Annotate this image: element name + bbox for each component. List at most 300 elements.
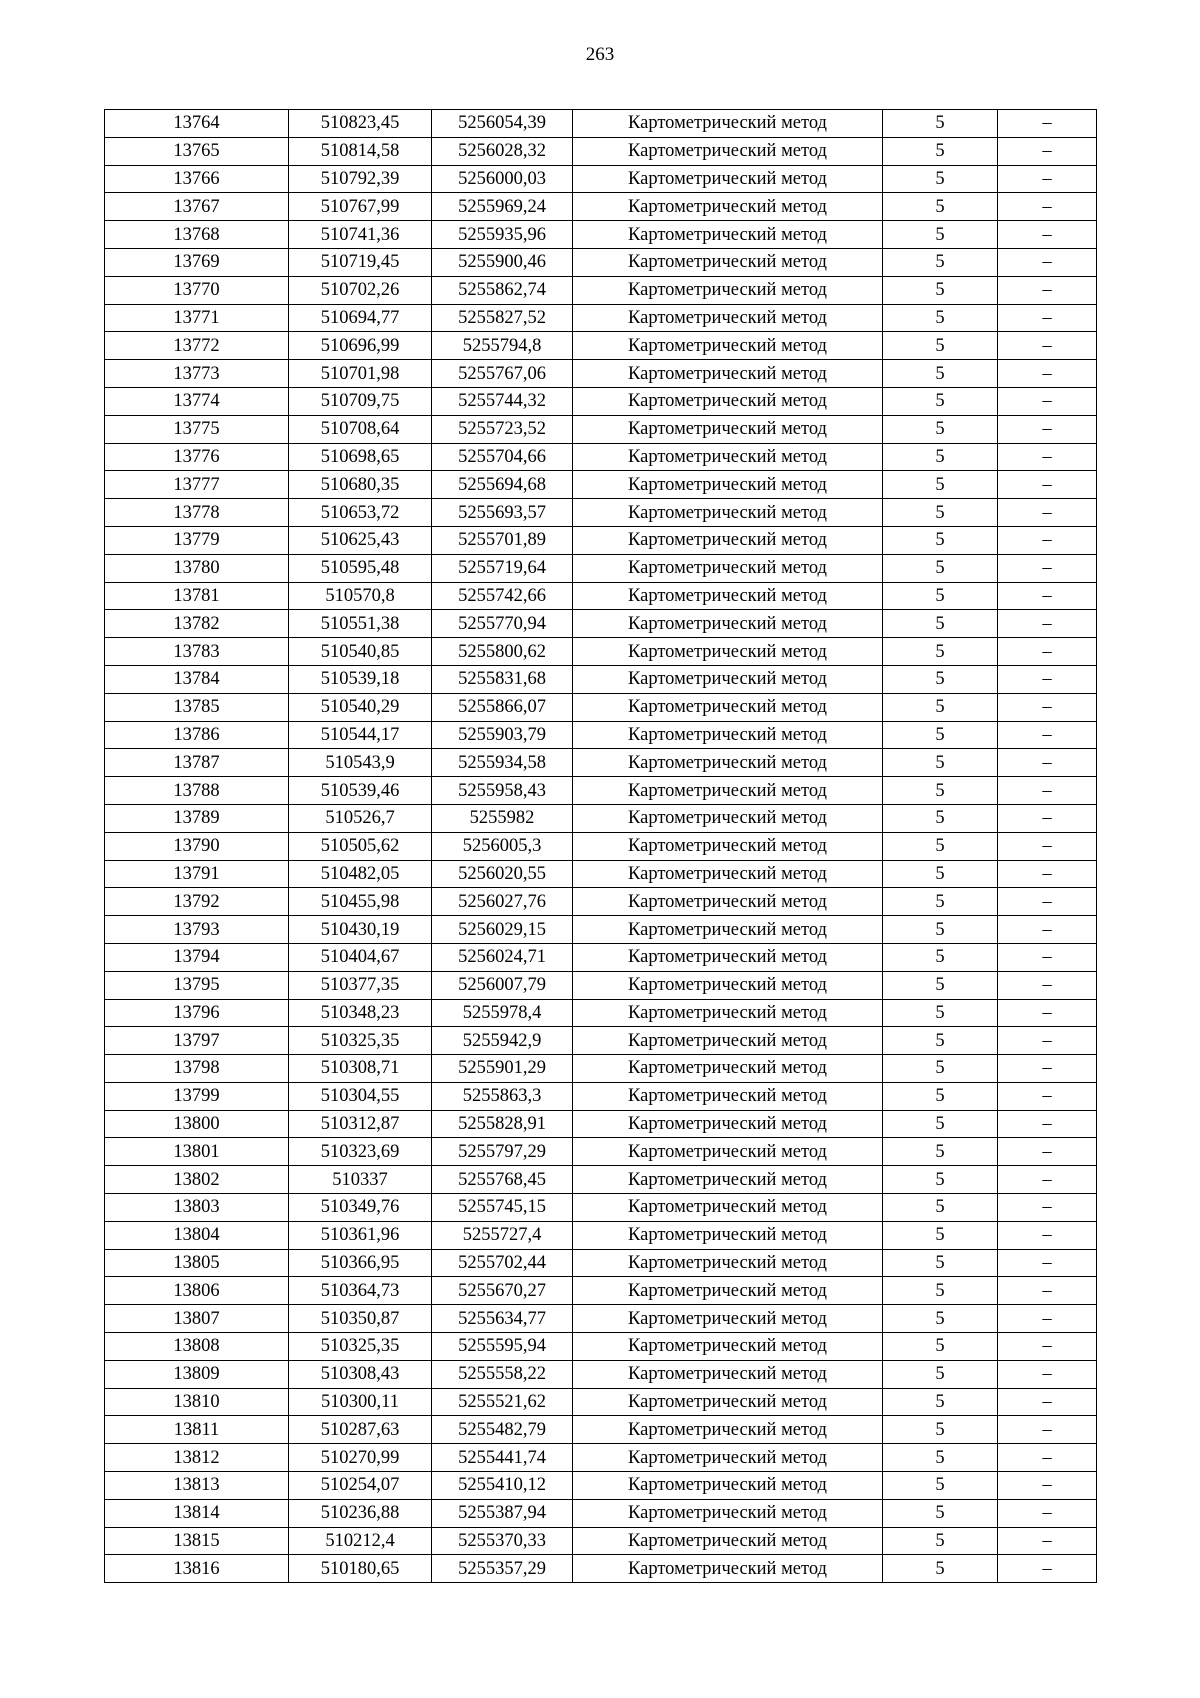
table-row xyxy=(105,832,1097,860)
x-coordinate-cell: 510308,71 xyxy=(289,1055,432,1083)
point-number-cell: 13788 xyxy=(105,777,289,805)
description-cell: – xyxy=(998,1055,1097,1083)
description-cell: – xyxy=(998,165,1097,193)
point-number-cell: 13808 xyxy=(105,1333,289,1361)
point-number-cell: 13771 xyxy=(105,304,289,332)
method-cell: Картометрический метод xyxy=(573,332,883,360)
method-cell: Картометрический метод xyxy=(573,1472,883,1500)
description-cell: – xyxy=(998,1444,1097,1472)
y-coordinate-cell: 5256007,79 xyxy=(432,971,573,999)
description-cell: – xyxy=(998,471,1097,499)
method-cell: Картометрический метод xyxy=(573,471,883,499)
y-coordinate-cell: 5255370,33 xyxy=(432,1527,573,1555)
x-coordinate-cell: 510702,26 xyxy=(289,276,432,304)
point-number-cell: 13780 xyxy=(105,554,289,582)
table-row xyxy=(105,554,1097,582)
description-cell: – xyxy=(998,110,1097,138)
y-coordinate-cell: 5255387,94 xyxy=(432,1499,573,1527)
accuracy-cell: 5 xyxy=(883,1360,998,1388)
table-row xyxy=(105,1166,1097,1194)
table-row xyxy=(105,443,1097,471)
description-cell: – xyxy=(998,1221,1097,1249)
table-row xyxy=(105,1082,1097,1110)
method-cell: Картометрический метод xyxy=(573,1499,883,1527)
description-cell: – xyxy=(998,1555,1097,1583)
y-coordinate-cell: 5255827,52 xyxy=(432,304,573,332)
y-coordinate-cell: 5255901,29 xyxy=(432,1055,573,1083)
accuracy-cell: 5 xyxy=(883,332,998,360)
point-number-cell: 13809 xyxy=(105,1360,289,1388)
y-coordinate-cell: 5255978,4 xyxy=(432,999,573,1027)
accuracy-cell: 5 xyxy=(883,193,998,221)
description-cell: – xyxy=(998,137,1097,165)
description-cell: – xyxy=(998,860,1097,888)
x-coordinate-cell: 510823,45 xyxy=(289,110,432,138)
accuracy-cell: 5 xyxy=(883,554,998,582)
description-cell: – xyxy=(998,1388,1097,1416)
x-coordinate-cell: 510308,43 xyxy=(289,1360,432,1388)
method-cell: Картометрический метод xyxy=(573,304,883,332)
point-number-cell: 13766 xyxy=(105,165,289,193)
method-cell: Картометрический метод xyxy=(573,1249,883,1277)
table-row xyxy=(105,971,1097,999)
point-number-cell: 13783 xyxy=(105,638,289,666)
method-cell: Картометрический метод xyxy=(573,888,883,916)
table-row xyxy=(105,387,1097,415)
table-row xyxy=(105,193,1097,221)
table-row xyxy=(105,248,1097,276)
description-cell: – xyxy=(998,971,1097,999)
table-row xyxy=(105,526,1097,554)
description-cell: – xyxy=(998,888,1097,916)
y-coordinate-cell: 5255934,58 xyxy=(432,749,573,777)
accuracy-cell: 5 xyxy=(883,693,998,721)
point-number-cell: 13792 xyxy=(105,888,289,916)
accuracy-cell: 5 xyxy=(883,499,998,527)
point-number-cell: 13775 xyxy=(105,415,289,443)
accuracy-cell: 5 xyxy=(883,1277,998,1305)
point-number-cell: 13807 xyxy=(105,1305,289,1333)
accuracy-cell: 5 xyxy=(883,582,998,610)
method-cell: Картометрический метод xyxy=(573,1527,883,1555)
table-row xyxy=(105,860,1097,888)
x-coordinate-cell: 510180,65 xyxy=(289,1555,432,1583)
description-cell: – xyxy=(998,943,1097,971)
point-number-cell: 13785 xyxy=(105,693,289,721)
x-coordinate-cell: 510361,96 xyxy=(289,1221,432,1249)
method-cell: Картометрический метод xyxy=(573,110,883,138)
y-coordinate-cell: 5255982 xyxy=(432,804,573,832)
x-coordinate-cell: 510304,55 xyxy=(289,1082,432,1110)
x-coordinate-cell: 510300,11 xyxy=(289,1388,432,1416)
y-coordinate-cell: 5255958,43 xyxy=(432,777,573,805)
point-number-cell: 13774 xyxy=(105,387,289,415)
method-cell: Картометрический метод xyxy=(573,943,883,971)
x-coordinate-cell: 510680,35 xyxy=(289,471,432,499)
description-cell: – xyxy=(998,1027,1097,1055)
point-number-cell: 13777 xyxy=(105,471,289,499)
accuracy-cell: 5 xyxy=(883,777,998,805)
description-cell: – xyxy=(998,1472,1097,1500)
y-coordinate-cell: 5255704,66 xyxy=(432,443,573,471)
point-number-cell: 13781 xyxy=(105,582,289,610)
description-cell: – xyxy=(998,304,1097,332)
y-coordinate-cell: 5255410,12 xyxy=(432,1472,573,1500)
x-coordinate-cell: 510741,36 xyxy=(289,221,432,249)
accuracy-cell: 5 xyxy=(883,526,998,554)
point-number-cell: 13805 xyxy=(105,1249,289,1277)
description-cell: – xyxy=(998,1305,1097,1333)
point-number-cell: 13789 xyxy=(105,804,289,832)
point-number-cell: 13802 xyxy=(105,1166,289,1194)
method-cell: Картометрический метод xyxy=(573,582,883,610)
point-number-cell: 13811 xyxy=(105,1416,289,1444)
y-coordinate-cell: 5255866,07 xyxy=(432,693,573,721)
accuracy-cell: 5 xyxy=(883,1166,998,1194)
table-row xyxy=(105,1055,1097,1083)
point-number-cell: 13779 xyxy=(105,526,289,554)
method-cell: Картометрический метод xyxy=(573,1360,883,1388)
accuracy-cell: 5 xyxy=(883,1027,998,1055)
table-row xyxy=(105,1194,1097,1222)
description-cell: – xyxy=(998,832,1097,860)
y-coordinate-cell: 5255521,62 xyxy=(432,1388,573,1416)
description-cell: – xyxy=(998,443,1097,471)
point-number-cell: 13799 xyxy=(105,1082,289,1110)
x-coordinate-cell: 510539,46 xyxy=(289,777,432,805)
accuracy-cell: 5 xyxy=(883,276,998,304)
y-coordinate-cell: 5255935,96 xyxy=(432,221,573,249)
point-number-cell: 13795 xyxy=(105,971,289,999)
x-coordinate-cell: 510540,85 xyxy=(289,638,432,666)
accuracy-cell: 5 xyxy=(883,665,998,693)
x-coordinate-cell: 510350,87 xyxy=(289,1305,432,1333)
page-number: 263 xyxy=(585,44,615,65)
method-cell: Картометрический метод xyxy=(573,387,883,415)
x-coordinate-cell: 510698,65 xyxy=(289,443,432,471)
accuracy-cell: 5 xyxy=(883,1305,998,1333)
y-coordinate-cell: 5255357,29 xyxy=(432,1555,573,1583)
y-coordinate-cell: 5255863,3 xyxy=(432,1082,573,1110)
y-coordinate-cell: 5256024,71 xyxy=(432,943,573,971)
description-cell: – xyxy=(998,1333,1097,1361)
table-row xyxy=(105,1333,1097,1361)
description-cell: – xyxy=(998,1138,1097,1166)
x-coordinate-cell: 510482,05 xyxy=(289,860,432,888)
accuracy-cell: 5 xyxy=(883,360,998,388)
table-row xyxy=(105,332,1097,360)
method-cell: Картометрический метод xyxy=(573,276,883,304)
y-coordinate-cell: 5255942,9 xyxy=(432,1027,573,1055)
method-cell: Картометрический метод xyxy=(573,193,883,221)
accuracy-cell: 5 xyxy=(883,137,998,165)
accuracy-cell: 5 xyxy=(883,749,998,777)
table-row xyxy=(105,304,1097,332)
x-coordinate-cell: 510543,9 xyxy=(289,749,432,777)
y-coordinate-cell: 5255744,32 xyxy=(432,387,573,415)
point-number-cell: 13812 xyxy=(105,1444,289,1472)
description-cell: – xyxy=(998,1360,1097,1388)
accuracy-cell: 5 xyxy=(883,304,998,332)
x-coordinate-cell: 510595,48 xyxy=(289,554,432,582)
table-row xyxy=(105,749,1097,777)
description-cell: – xyxy=(998,1527,1097,1555)
y-coordinate-cell: 5255770,94 xyxy=(432,610,573,638)
x-coordinate-cell: 510526,7 xyxy=(289,804,432,832)
accuracy-cell: 5 xyxy=(883,1110,998,1138)
method-cell: Картометрический метод xyxy=(573,1416,883,1444)
table-row xyxy=(105,638,1097,666)
accuracy-cell: 5 xyxy=(883,1416,998,1444)
table-row xyxy=(105,1110,1097,1138)
table-row xyxy=(105,916,1097,944)
method-cell: Картометрический метод xyxy=(573,1555,883,1583)
x-coordinate-cell: 510701,98 xyxy=(289,360,432,388)
table-row xyxy=(105,1305,1097,1333)
table-row xyxy=(105,1138,1097,1166)
method-cell: Картометрический метод xyxy=(573,1277,883,1305)
y-coordinate-cell: 5255701,89 xyxy=(432,526,573,554)
method-cell: Картометрический метод xyxy=(573,1166,883,1194)
table-row xyxy=(105,1249,1097,1277)
point-number-cell: 13797 xyxy=(105,1027,289,1055)
table-row xyxy=(105,1444,1097,1472)
y-coordinate-cell: 5255595,94 xyxy=(432,1333,573,1361)
description-cell: – xyxy=(998,387,1097,415)
description-cell: – xyxy=(998,554,1097,582)
x-coordinate-cell: 510287,63 xyxy=(289,1416,432,1444)
description-cell: – xyxy=(998,1416,1097,1444)
table-row xyxy=(105,1360,1097,1388)
y-coordinate-cell: 5255768,45 xyxy=(432,1166,573,1194)
table-row xyxy=(105,999,1097,1027)
method-cell: Картометрический метод xyxy=(573,1333,883,1361)
method-cell: Картометрический метод xyxy=(573,1221,883,1249)
method-cell: Картометрический метод xyxy=(573,860,883,888)
method-cell: Картометрический метод xyxy=(573,610,883,638)
y-coordinate-cell: 5255693,57 xyxy=(432,499,573,527)
table-row xyxy=(105,221,1097,249)
x-coordinate-cell: 510212,4 xyxy=(289,1527,432,1555)
method-cell: Картометрический метод xyxy=(573,1082,883,1110)
accuracy-cell: 5 xyxy=(883,1082,998,1110)
description-cell: – xyxy=(998,999,1097,1027)
x-coordinate-cell: 510430,19 xyxy=(289,916,432,944)
accuracy-cell: 5 xyxy=(883,443,998,471)
y-coordinate-cell: 5255719,64 xyxy=(432,554,573,582)
x-coordinate-cell: 510270,99 xyxy=(289,1444,432,1472)
method-cell: Картометрический метод xyxy=(573,360,883,388)
table-row xyxy=(105,1527,1097,1555)
y-coordinate-cell: 5256005,3 xyxy=(432,832,573,860)
x-coordinate-cell: 510540,29 xyxy=(289,693,432,721)
accuracy-cell: 5 xyxy=(883,1138,998,1166)
y-coordinate-cell: 5255694,68 xyxy=(432,471,573,499)
table-row xyxy=(105,415,1097,443)
method-cell: Картометрический метод xyxy=(573,1194,883,1222)
y-coordinate-cell: 5255482,79 xyxy=(432,1416,573,1444)
x-coordinate-cell: 510325,35 xyxy=(289,1027,432,1055)
table-row xyxy=(105,1027,1097,1055)
table-row xyxy=(105,1416,1097,1444)
method-cell: Картометрический метод xyxy=(573,499,883,527)
accuracy-cell: 5 xyxy=(883,832,998,860)
method-cell: Картометрический метод xyxy=(573,1110,883,1138)
accuracy-cell: 5 xyxy=(883,1194,998,1222)
method-cell: Картометрический метод xyxy=(573,971,883,999)
accuracy-cell: 5 xyxy=(883,610,998,638)
method-cell: Картометрический метод xyxy=(573,1388,883,1416)
y-coordinate-cell: 5256028,32 xyxy=(432,137,573,165)
method-cell: Картометрический метод xyxy=(573,916,883,944)
description-cell: – xyxy=(998,360,1097,388)
x-coordinate-cell: 510767,99 xyxy=(289,193,432,221)
table-row xyxy=(105,582,1097,610)
y-coordinate-cell: 5255670,27 xyxy=(432,1277,573,1305)
table-row xyxy=(105,471,1097,499)
point-number-cell: 13794 xyxy=(105,943,289,971)
y-coordinate-cell: 5256020,55 xyxy=(432,860,573,888)
x-coordinate-cell: 510708,64 xyxy=(289,415,432,443)
table-row xyxy=(105,777,1097,805)
description-cell: – xyxy=(998,1277,1097,1305)
description-cell: – xyxy=(998,1249,1097,1277)
x-coordinate-cell: 510337 xyxy=(289,1166,432,1194)
x-coordinate-cell: 510348,23 xyxy=(289,999,432,1027)
x-coordinate-cell: 510236,88 xyxy=(289,1499,432,1527)
method-cell: Картометрический метод xyxy=(573,1027,883,1055)
accuracy-cell: 5 xyxy=(883,999,998,1027)
x-coordinate-cell: 510694,77 xyxy=(289,304,432,332)
point-number-cell: 13767 xyxy=(105,193,289,221)
method-cell: Картометрический метод xyxy=(573,665,883,693)
method-cell: Картометрический метод xyxy=(573,999,883,1027)
point-number-cell: 13801 xyxy=(105,1138,289,1166)
method-cell: Картометрический метод xyxy=(573,1138,883,1166)
point-number-cell: 13804 xyxy=(105,1221,289,1249)
table-row xyxy=(105,1221,1097,1249)
y-coordinate-cell: 5255702,44 xyxy=(432,1249,573,1277)
description-cell: – xyxy=(998,610,1097,638)
point-number-cell: 13764 xyxy=(105,110,289,138)
point-number-cell: 13782 xyxy=(105,610,289,638)
y-coordinate-cell: 5255634,77 xyxy=(432,1305,573,1333)
method-cell: Картометрический метод xyxy=(573,749,883,777)
description-cell: – xyxy=(998,526,1097,554)
y-coordinate-cell: 5255828,91 xyxy=(432,1110,573,1138)
point-number-cell: 13796 xyxy=(105,999,289,1027)
point-number-cell: 13803 xyxy=(105,1194,289,1222)
table-row xyxy=(105,888,1097,916)
x-coordinate-cell: 510364,73 xyxy=(289,1277,432,1305)
point-number-cell: 13816 xyxy=(105,1555,289,1583)
point-number-cell: 13772 xyxy=(105,332,289,360)
x-coordinate-cell: 510349,76 xyxy=(289,1194,432,1222)
coordinates-table xyxy=(104,109,1097,1583)
point-number-cell: 13806 xyxy=(105,1277,289,1305)
x-coordinate-cell: 510505,62 xyxy=(289,832,432,860)
method-cell: Картометрический метод xyxy=(573,165,883,193)
method-cell: Картометрический метод xyxy=(573,248,883,276)
y-coordinate-cell: 5256027,76 xyxy=(432,888,573,916)
description-cell: – xyxy=(998,193,1097,221)
description-cell: – xyxy=(998,804,1097,832)
method-cell: Картометрический метод xyxy=(573,1055,883,1083)
method-cell: Картометрический метод xyxy=(573,443,883,471)
accuracy-cell: 5 xyxy=(883,1472,998,1500)
accuracy-cell: 5 xyxy=(883,1333,998,1361)
description-cell: – xyxy=(998,499,1097,527)
x-coordinate-cell: 510366,95 xyxy=(289,1249,432,1277)
point-number-cell: 13776 xyxy=(105,443,289,471)
point-number-cell: 13791 xyxy=(105,860,289,888)
description-cell: – xyxy=(998,777,1097,805)
table-row xyxy=(105,1499,1097,1527)
method-cell: Картометрический метод xyxy=(573,554,883,582)
y-coordinate-cell: 5255969,24 xyxy=(432,193,573,221)
description-cell: – xyxy=(998,916,1097,944)
description-cell: – xyxy=(998,721,1097,749)
point-number-cell: 13773 xyxy=(105,360,289,388)
method-cell: Картометрический метод xyxy=(573,777,883,805)
table-row xyxy=(105,610,1097,638)
table-row xyxy=(105,1555,1097,1583)
accuracy-cell: 5 xyxy=(883,1055,998,1083)
table-row xyxy=(105,693,1097,721)
x-coordinate-cell: 510323,69 xyxy=(289,1138,432,1166)
y-coordinate-cell: 5255800,62 xyxy=(432,638,573,666)
table-row xyxy=(105,165,1097,193)
method-cell: Картометрический метод xyxy=(573,832,883,860)
accuracy-cell: 5 xyxy=(883,1249,998,1277)
table-row xyxy=(105,943,1097,971)
table-row xyxy=(105,665,1097,693)
point-number-cell: 13798 xyxy=(105,1055,289,1083)
accuracy-cell: 5 xyxy=(883,971,998,999)
table-row xyxy=(105,276,1097,304)
x-coordinate-cell: 510325,35 xyxy=(289,1333,432,1361)
accuracy-cell: 5 xyxy=(883,721,998,749)
y-coordinate-cell: 5255862,74 xyxy=(432,276,573,304)
point-number-cell: 13793 xyxy=(105,916,289,944)
description-cell: – xyxy=(998,332,1097,360)
point-number-cell: 13778 xyxy=(105,499,289,527)
point-number-cell: 13765 xyxy=(105,137,289,165)
table-row xyxy=(105,110,1097,138)
x-coordinate-cell: 510551,38 xyxy=(289,610,432,638)
x-coordinate-cell: 510709,75 xyxy=(289,387,432,415)
y-coordinate-cell: 5256029,15 xyxy=(432,916,573,944)
y-coordinate-cell: 5255794,8 xyxy=(432,332,573,360)
point-number-cell: 13784 xyxy=(105,665,289,693)
table-row xyxy=(105,360,1097,388)
point-number-cell: 13770 xyxy=(105,276,289,304)
x-coordinate-cell: 510570,8 xyxy=(289,582,432,610)
table-body xyxy=(105,110,1097,1583)
y-coordinate-cell: 5256000,03 xyxy=(432,165,573,193)
x-coordinate-cell: 510455,98 xyxy=(289,888,432,916)
accuracy-cell: 5 xyxy=(883,1555,998,1583)
point-number-cell: 13769 xyxy=(105,248,289,276)
accuracy-cell: 5 xyxy=(883,1221,998,1249)
x-coordinate-cell: 510696,99 xyxy=(289,332,432,360)
description-cell: – xyxy=(998,1194,1097,1222)
description-cell: – xyxy=(998,415,1097,443)
x-coordinate-cell: 510792,39 xyxy=(289,165,432,193)
description-cell: – xyxy=(998,276,1097,304)
accuracy-cell: 5 xyxy=(883,1388,998,1416)
description-cell: – xyxy=(998,1166,1097,1194)
